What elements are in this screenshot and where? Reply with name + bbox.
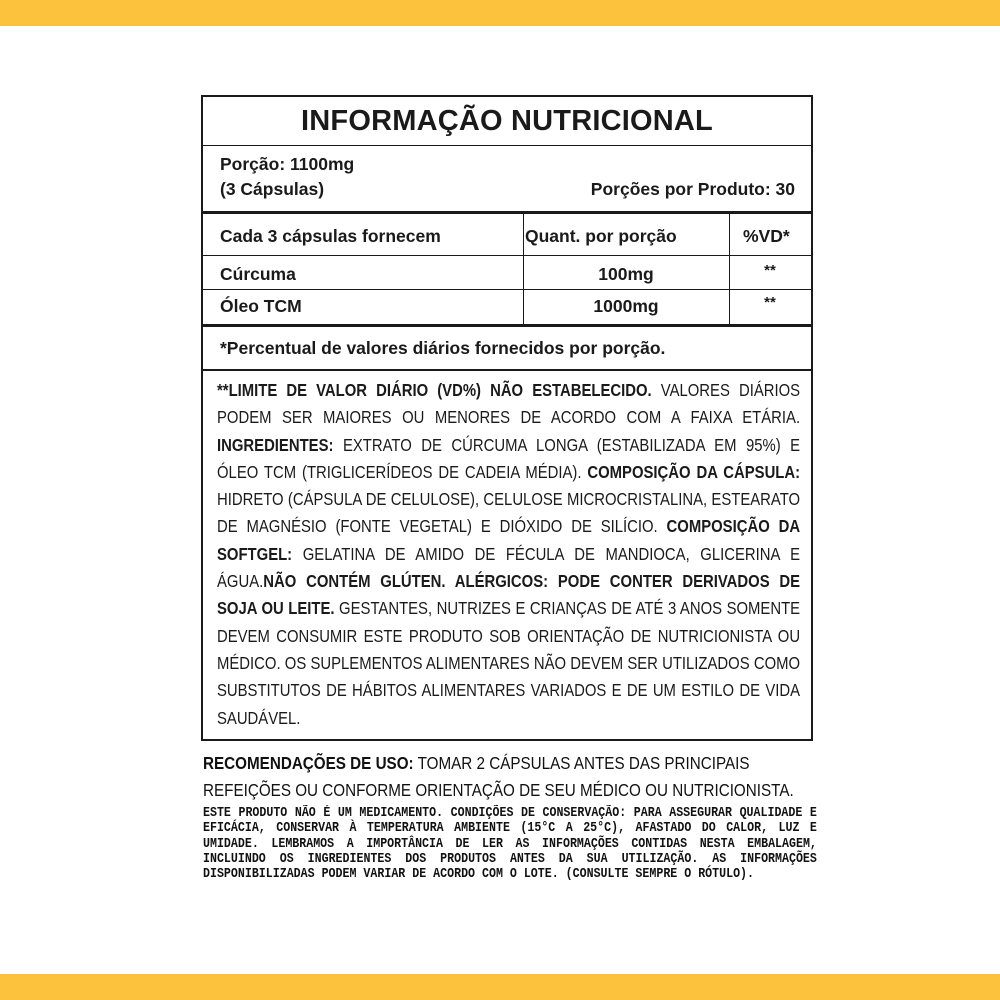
thick-divider — [203, 211, 811, 214]
row-divider — [203, 289, 811, 290]
header-row-divider — [203, 255, 811, 256]
dv-footnote: *Percentual de valores diários fornecidos por porção. — [220, 338, 666, 358]
serving-units: (3 Cápsulas) — [220, 179, 325, 199]
table-header-dv: %VD* — [743, 226, 790, 246]
nutrient-amount: 100mg — [598, 264, 654, 284]
title-divider — [203, 145, 811, 146]
warning-text: GESTANTES, NUTRIZES E CRIANÇAS DE ATÉ 3 ANOS SOMENTE DEVEM CONSUMIR ESTE PRODUTO SOB ORIENTAÇÃO DE NUTRICIONISTA OU MÉDICO. OS SUPLEMENTOS ALIMENTARES NÃO DEVEM SER UTILIZADOS COMO SUBSTITUTOS DE HÁBITOS ALIMENTARES VARIADOS E DE UM ESTILO DE VIDA SAUDÁVEL. — [217, 598, 801, 728]
softgel-composition-label: COMPOSIÇÃO DA SOFTGEL: — [217, 516, 801, 564]
footnote-divider — [203, 369, 811, 371]
gluten-allergen-note: NÃO CONTÉM GLÚTEN. ALÉRGICOS: PODE CONTER DERIVADOS DE SOJA OU LEITE. — [217, 571, 801, 619]
ingredients-label: INGREDIENTES: — [217, 434, 334, 455]
nutrient-name: Cúrcuma — [220, 264, 296, 284]
bottom-color-band — [0, 974, 1000, 1000]
table-bottom-divider — [203, 324, 811, 327]
ingredients-text: EXTRATO DE CÚRCUMA LONGA (ESTABILIZADA EM 95%) E ÓLEO TCM (TRIGLICERÍDEOS DE CADEIA MÉDIA). — [217, 434, 801, 482]
capsule-composition-label: COMPOSIÇÃO DA CÁPSULA: — [587, 461, 801, 482]
usage-recommendations — [203, 750, 812, 804]
nutrient-name: Óleo TCM — [220, 296, 302, 316]
capsule-composition-text: HIDRETO (CÁPSULA DE CELULOSE), CELULOSE MICROCRISTALINA, ESTEARATO DE MAGNÉSIO (FONTE VEGETAL) E DIÓXIDO DE SILÍCIO. — [217, 489, 801, 537]
table-header-nutrient: Cada 3 cápsulas fornecem — [220, 226, 441, 246]
nutrition-facts-panel — [201, 95, 813, 741]
panel-title: INFORMAÇÃO NUTRICIONAL — [301, 105, 713, 137]
ingredients-and-warnings — [217, 377, 800, 732]
usage-text: TOMAR 2 CÁPSULAS ANTES DAS PRINCIPAIS REFEIÇÕES OU CONFORME ORIENTAÇÃO DE SEU MÉDICO OU NUTRICIONISTA. — [203, 753, 794, 800]
usage-label: RECOMENDAÇÕES DE USO: — [203, 753, 414, 773]
top-color-band — [0, 0, 1000, 26]
serving-size: Porção: 1100mg — [220, 154, 355, 174]
table-header-amount: Quant. por porção — [525, 226, 677, 246]
dv-variation-text: VALORES DIÁRIOS PODEM SER MAIORES OU MENORES DE ACORDO COM A FAIXA ETÁRIA. — [217, 380, 801, 428]
nutrient-dv: ** — [764, 294, 776, 311]
nutrient-dv: ** — [764, 262, 776, 279]
dv-limit-note: **LIMITE DE VALOR DIÁRIO (VD%) NÃO ESTABELECIDO. — [217, 380, 652, 400]
servings-per-product: Porções por Produto: 30 — [590, 179, 795, 199]
disclaimer-text: ESTE PRODUTO NÃO É UM MEDICAMENTO. CONDIÇÕES DE CONSERVAÇÃO: PARA ASSEGURAR QUALIDADE E EFICÁCIA, CONSERVAR À TEMPERATURA AMBIENTE (15°C A 25°C), AFASTADO DO CALOR, LUZ E UMIDADE. LEMBRAMOS A IMPORTÂNCIA DE LER AS INFORMAÇÕES CONTIDAS NESTA EMBALAGEM, INCLUINDO OS INGREDIENTES DOS PRODUTOS ANTES DA SUA UTILIZAÇÃO. AS INFORMAÇÕES DISPONIBILIZADAS PODEM VARIAR DE ACORDO COM O LOTE. (CONSULTE SEMPRE O RÓTULO). — [203, 806, 817, 883]
nutrient-amount: 1000mg — [593, 296, 659, 316]
softgel-composition-text: GELATINA DE AMIDO DE FÉCULA DE MANDIOCA, GLICERINA E ÁGUA. — [217, 543, 801, 592]
